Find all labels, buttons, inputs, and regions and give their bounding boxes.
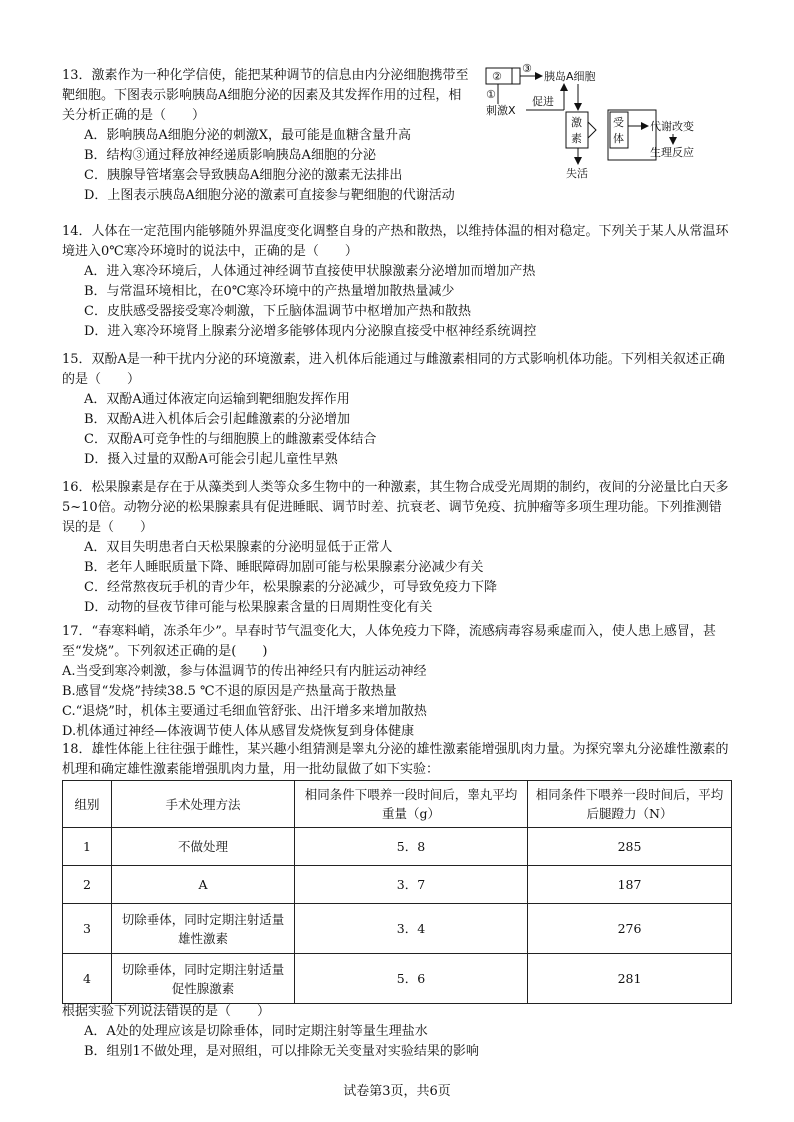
header-testis-weight: 相同条件下喂养一段时间后，睾丸平均重量（g） <box>295 781 528 828</box>
islet-diagram <box>478 60 738 180</box>
question-18 <box>62 740 734 780</box>
table-row <box>63 828 732 866</box>
question-15-option-c: C．双酚A可竞争性的与细胞膜上的雌激素受体结合 <box>84 432 377 447</box>
table-cell: 5．6 <box>295 954 528 1004</box>
question-17-option-b: B.感冒“发烧”持续38.5 ℃不退的原因是产热量高于散热量 <box>62 684 397 699</box>
table-cell: 切除垂体，同时定期注射适量雄性激素 <box>112 904 295 954</box>
question-16-stem: 16．松果腺素是存在于从藻类到人类等众多生物中的一种激素，其生物合成受光周期的制约，夜间的分泌量比白天多5~10倍。动物分泌的松果腺素具有促进睡眠、调节时差、抗衰老、调节免疫、抗肿瘤等多项生理功能。下列推测错误的是（ ） <box>62 480 729 535</box>
receptor-label-2: 体 <box>613 132 624 145</box>
metabolism-label: 代谢改变 <box>650 120 694 133</box>
question-18-after: 根据实验下列说法错误的是（ ） <box>62 1004 271 1019</box>
hormone-label-2: 素 <box>571 132 582 145</box>
question-16-option-b: B．老年人睡眠质量下降、睡眠障碍加剧可能与松果腺素分泌减少有关 <box>84 560 484 575</box>
question-17 <box>62 622 734 742</box>
hormone-label-1: 激 <box>571 116 582 129</box>
hormone-binding-shape <box>588 122 596 138</box>
table-cell: A <box>112 866 295 904</box>
table-cell: 5．8 <box>295 828 528 866</box>
header-group: 组别 <box>63 781 112 828</box>
experiment-table <box>62 780 732 1004</box>
table-cell: 3．4 <box>295 904 528 954</box>
islet-a-cell-label: 胰岛A细胞 <box>544 70 596 83</box>
table-cell: 4 <box>63 954 112 1004</box>
question-17-option-a: A.当受到寒冷刺激，参与体温调节的传出神经只有内脏运动神经 <box>62 664 427 679</box>
question-13-stem: 13．激素作为一种化学信使，能把某种调节的信息由内分泌细胞携带至靶细胞。下图表示影响胰岛A细胞分泌的因素及其发挥作用的过程，相关分析正确的是（ ） <box>62 68 469 123</box>
table-row <box>63 904 732 954</box>
question-16-option-c: C．经常熬夜玩手机的青少年，松果腺素的分泌减少，可导致免疫力下降 <box>84 580 497 595</box>
question-18-option-a: A．A处的处理应该是切除垂体，同时定期注射等量生理盐水 <box>84 1024 428 1039</box>
question-13-option-b: B．结构③通过释放神经递质影响胰岛A细胞的分泌 <box>84 148 376 163</box>
table-cell: 1 <box>63 828 112 866</box>
question-17-option-c: C.“退烧”时，机体主要通过毛细血管舒张、出汗增多来增加散热 <box>62 704 427 719</box>
inactivate-label: 失活 <box>566 167 588 180</box>
page-footer: 试卷第3页，共6页 <box>343 1084 451 1099</box>
question-14 <box>62 222 734 342</box>
question-15-option-a: A．双酚A通过体液定向运输到靶细胞发挥作用 <box>84 392 350 407</box>
question-17-stem: 17．“春寒料峭，冻杀年少”。早春时节气温变化大，人体免疫力下降，流感病毒容易乘虚而入，使人患上感冒，甚至“发烧”。下列叙述正确的是( ) <box>62 624 716 659</box>
receptor-label-1: 受 <box>613 116 624 129</box>
experiment-table-header <box>63 781 732 828</box>
question-13 <box>62 66 472 206</box>
header-leg-force: 相同条件下喂养一段时间后，平均后腿蹬力（N） <box>528 781 732 828</box>
question-18-stem: 18．雄性体能上往往强于雌性，某兴趣小组猜测是睾丸分泌的雄性激素能增强肌肉力量。为探究睾丸分泌雄性激素的机理和确定雄性激素能增强肌肉力量，用一批幼鼠做了如下实验： <box>62 742 729 777</box>
question-13-option-d: D．上图表示胰岛A细胞分泌的激素可直接参与靶细胞的代谢活动 <box>84 188 455 203</box>
table-cell: 切除垂体，同时定期注射适量促性腺激素 <box>112 954 295 1004</box>
question-13-option-a: A．影响胰岛A细胞分泌的刺激X，最可能是血糖含量升高 <box>84 128 412 143</box>
question-16 <box>62 478 734 618</box>
table-cell: 187 <box>528 866 732 904</box>
table-cell: 2 <box>63 866 112 904</box>
structure-3-label: ③ <box>522 62 532 75</box>
header-surgery: 手术处理方法 <box>112 781 295 828</box>
table-row <box>63 954 732 1004</box>
question-15-stem: 15．双酚A是一种干扰内分泌的环境激素，进入机体后能通过与雌激素相同的方式影响机体功能。下列相关叙述正确的是（ ） <box>62 352 725 387</box>
structure-1-label: ① <box>486 88 496 101</box>
question-18-option-b: B．组别1不做处理，是对照组，可以排除无关变量对实验结果的影响 <box>84 1044 479 1059</box>
question-14-option-d: D．进入寒冷环境肾上腺素分泌增多能够体现内分泌腺直接受中枢神经系统调控 <box>84 324 537 339</box>
question-15-option-b: B．双酚A进入机体后会引起雌激素的分泌增加 <box>84 412 350 427</box>
table-row <box>63 866 732 904</box>
question-14-option-b: B．与常温环境相比，在0℃寒冷环境中的产热量增加散热量减少 <box>84 284 455 299</box>
question-14-option-a: A．进入寒冷环境后，人体通过神经调节直接使甲状腺激素分泌增加而增加产热 <box>84 264 536 279</box>
islet-diagram-svg <box>478 60 738 180</box>
stimulus-x-label: 刺激X <box>486 104 516 117</box>
question-14-option-c: C．皮肤感受器接受寒冷刺激，下丘脑体温调节中枢增加产热和散热 <box>84 304 471 319</box>
table-cell: 281 <box>528 954 732 1004</box>
question-16-option-a: A．双目失明患者白天松果腺素的分泌明显低于正常人 <box>84 540 393 555</box>
question-16-option-d: D．动物的昼夜节律可能与松果腺素含量的日周期性变化有关 <box>84 600 433 615</box>
question-13-option-c: C．胰腺导管堵塞会导致胰岛A细胞分泌的激素无法排出 <box>84 168 403 183</box>
question-14-stem: 14．人体在一定范围内能够随外界温度变化调整自身的产热和散热，以维持体温的相对稳定。下列关于某人从常温环境进入0℃寒冷环境时的说法中，正确的是（ ） <box>62 224 729 259</box>
question-15 <box>62 350 734 470</box>
table-cell: 276 <box>528 904 732 954</box>
response-label: 生理反应 <box>650 146 694 159</box>
table-cell: 3．7 <box>295 866 528 904</box>
promote-label: 促进 <box>532 95 554 108</box>
structure-2-label: ② <box>492 70 502 83</box>
question-15-option-d: D．摄入过量的双酚A可能会引起儿童性早熟 <box>84 452 338 467</box>
question-17-option-d: D.机体通过神经—体液调节使人体从感冒发烧恢复到身体健康 <box>62 724 415 739</box>
table-cell: 不做处理 <box>112 828 295 866</box>
question-18-followup <box>62 1002 734 1062</box>
table-cell: 285 <box>528 828 732 866</box>
structure-2-terminal <box>512 68 520 84</box>
table-cell: 3 <box>63 904 112 954</box>
